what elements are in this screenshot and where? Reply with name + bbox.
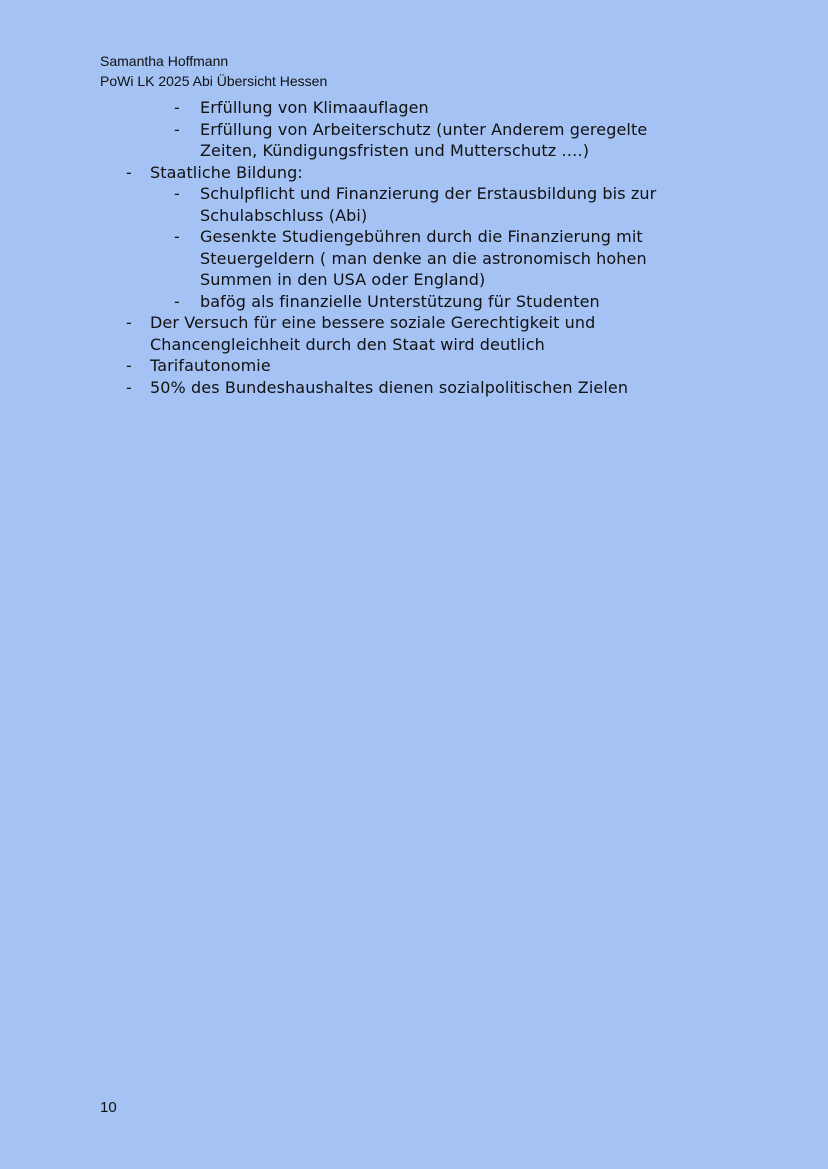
list-item — [126, 312, 828, 355]
page-number: 10 — [100, 1099, 117, 1116]
list-item — [126, 377, 828, 399]
bullet-dash: - — [174, 184, 180, 203]
bullet-dash: - — [174, 119, 180, 139]
bullet-dash: - — [174, 98, 180, 117]
list-item-line: Erfüllung von Klimaauflagen — [200, 98, 429, 117]
bullet-dash: - — [126, 377, 132, 397]
list-item — [174, 97, 828, 119]
list-item — [174, 226, 828, 291]
list-item-line: Gesenkte Studiengebühren durch die Finanzierung mit — [200, 227, 643, 246]
list-item-line: Der Versuch für eine bessere soziale Gerechtigkeit und — [150, 313, 596, 332]
list-item — [174, 183, 828, 226]
list-item — [126, 355, 828, 377]
bullet-dash: - — [174, 227, 180, 246]
list-item-line: 50% des Bundeshaushaltes dienen sozialpolitischen Zielen — [150, 377, 629, 397]
page-header — [100, 51, 327, 91]
document-subtitle: PoWi LK 2025 Abi Übersicht Hessen — [100, 73, 328, 89]
bullet-list — [0, 97, 828, 398]
bullet-dash: - — [126, 313, 132, 332]
bullet-dash: - — [126, 356, 132, 375]
list-item-line: Staatliche Bildung: — [150, 162, 303, 182]
list-item-line: Tarifautonomie — [150, 356, 271, 375]
list-item — [174, 291, 828, 313]
list-item-line: Summen in den USA oder England) — [200, 270, 486, 289]
bullet-dash: - — [174, 291, 180, 311]
author-name: Samantha Hoffmann — [100, 53, 229, 69]
list-item-line: Chancengleichheit durch den Staat wird deutlich — [150, 334, 545, 354]
bullet-dash: - — [126, 162, 132, 182]
list-item-line: bafög als finanzielle Unterstützung für Studenten — [200, 291, 600, 311]
list-item — [174, 119, 828, 162]
list-item-line: Schulabschluss (Abi) — [200, 205, 368, 225]
list-item-line: Steuergeldern ( man denke an die astronomisch hohen — [200, 248, 647, 268]
list-item-line: Erfüllung von Arbeiterschutz (unter Anderem geregelte — [200, 119, 648, 139]
list-item-line: Zeiten, Kündigungsfristen und Mutterschutz ….) — [200, 141, 590, 160]
list-item — [126, 162, 828, 184]
list-item-line: Schulpflicht und Finanzierung der Erstausbildung bis zur — [200, 184, 657, 203]
